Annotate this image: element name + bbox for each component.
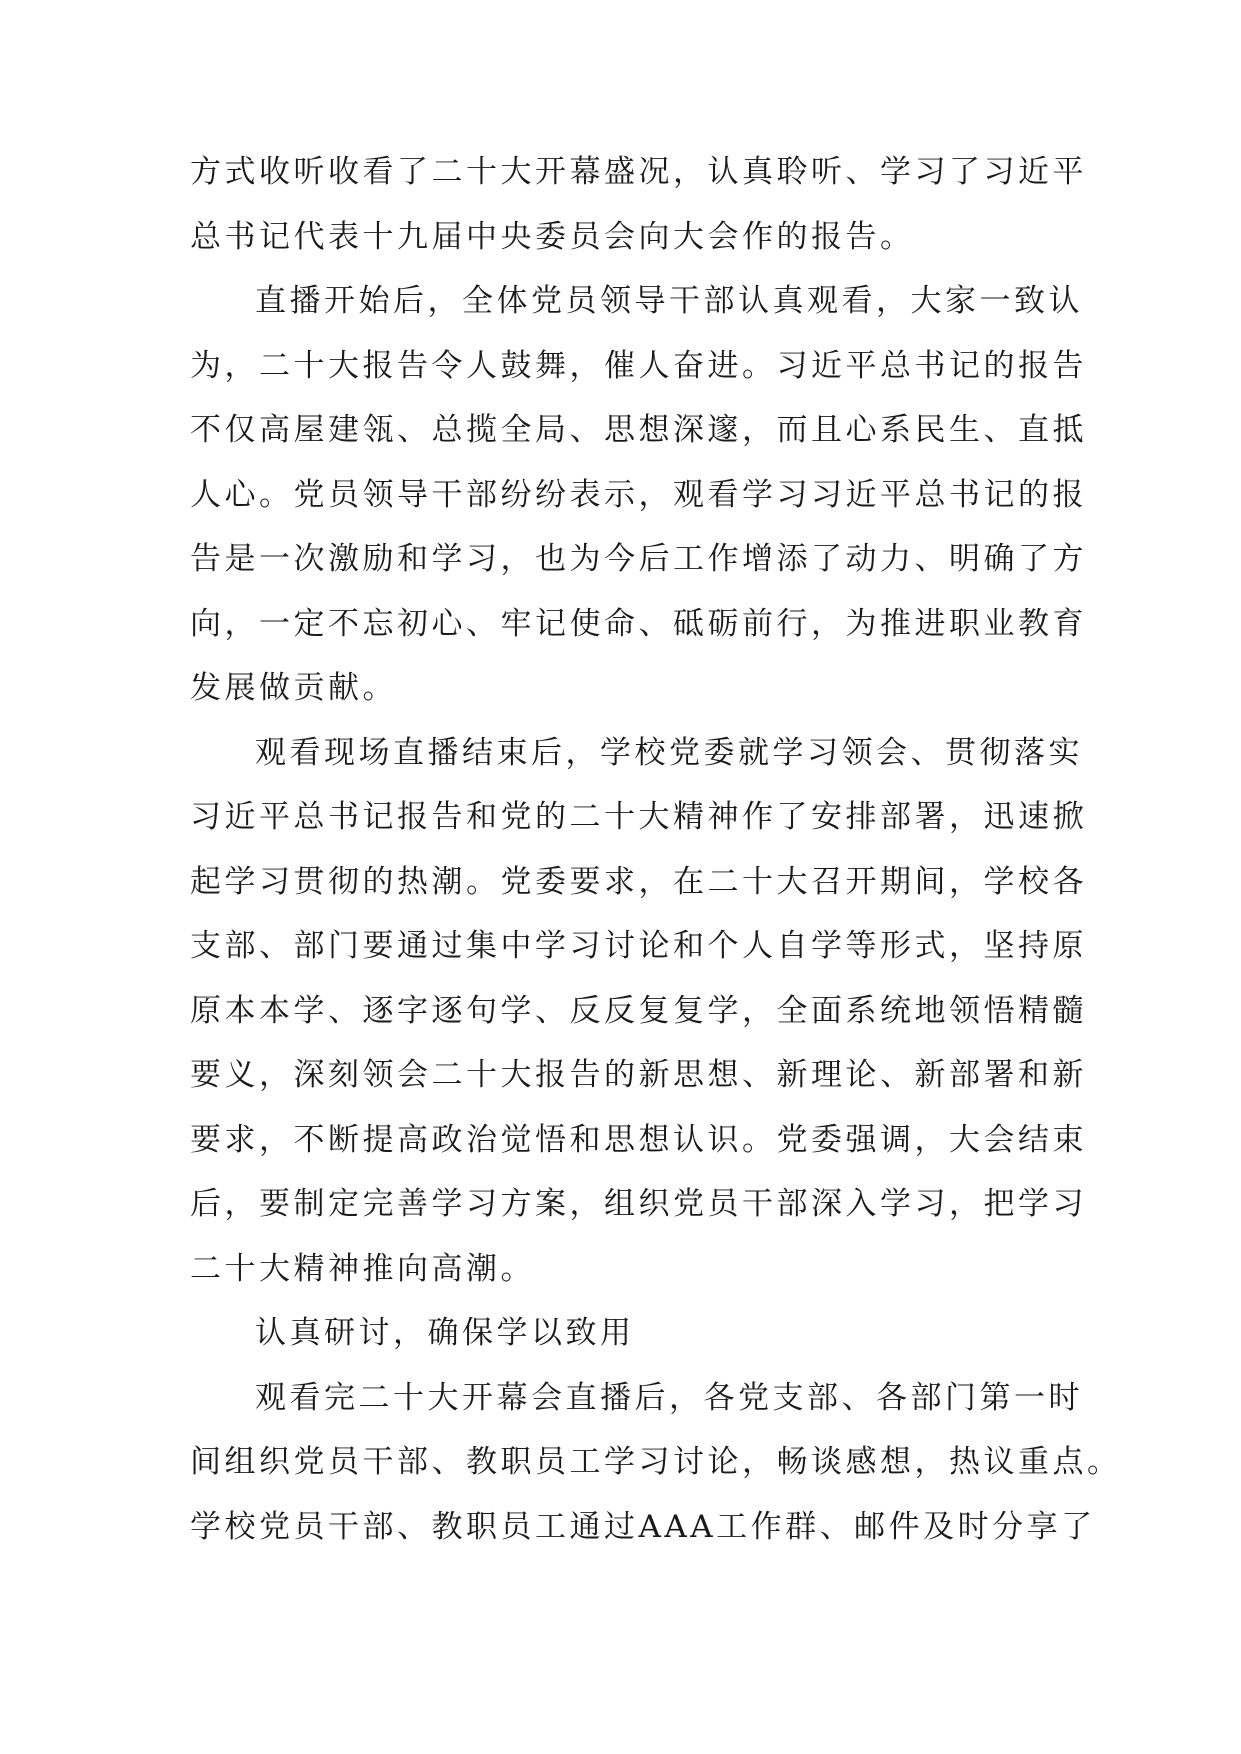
text-line: 认真研讨，确保学以致用 (255, 1315, 635, 1351)
text-line: 习近平总书记报告和党的二十大精神作了安排部署，迅速掀 (190, 799, 1087, 835)
text-line: 直播开始后，全体党员领导干部认真观看，大家一致认 (255, 283, 1083, 319)
text-line: 要义，深刻领会二十大报告的新思想、新理论、新部署和新 (190, 1057, 1087, 1093)
text-line: 要求，不断提高政治觉悟和思想认识。党委强调，大会结束 (190, 1121, 1087, 1158)
section-heading (190, 1301, 1050, 1366)
document-body (190, 140, 1122, 1559)
text-line: 起学习贯彻的热潮。党委要求，在二十大召开期间，学校各 (190, 863, 1087, 900)
paragraph-3 (190, 721, 1087, 1302)
paragraph-2 (190, 269, 1087, 721)
text-line: 支部、部门要通过集中学习讨论和个人自学等形式，坚持原 (190, 928, 1087, 964)
text-line: 人心。党员领导干部纷纷表示，观看学习习近平总书记的报 (190, 476, 1087, 513)
text-line: 观看现场直播结束后，学校党委就学习领会、贯彻落实 (255, 734, 1083, 771)
text-line: 发展做贡献。 (190, 670, 397, 706)
text-line: 后，要制定完善学习方案，组织党员干部深入学习，把学习 (190, 1186, 1087, 1222)
text-line: 间组织党员干部、教职员工学习讨论，畅谈感想，热议重点。 (190, 1444, 1122, 1480)
paragraph-1 (190, 140, 1087, 269)
text-line: 总书记代表十九届中央委员会向大会作的报告。 (190, 218, 915, 255)
paragraph-5 (190, 1366, 1122, 1560)
text-line: 向，一定不忘初心、牢记使命、砥砺前行，为推进职业教育 (190, 605, 1087, 642)
text-line: 二十大精神推向高潮。 (190, 1250, 535, 1287)
text-line: 为，二十大报告令人鼓舞，催人奋进。习近平总书记的报告 (190, 347, 1087, 384)
text-line: 学校党员干部、教职员工通过AAA工作群、邮件及时分享了 (190, 1508, 1096, 1545)
text-line: 不仅高屋建瓴、总揽全局、思想深邃，而且心系民生、直抵 (190, 412, 1087, 448)
text-line: 观看完二十大开幕会直播后，各党支部、各部门第一时 (255, 1379, 1083, 1416)
text-line: 方式收听收看了二十大开幕盛况，认真聆听、学习了习近平 (190, 154, 1087, 190)
text-line: 告是一次激励和学习，也为今后工作增添了动力、明确了方 (190, 541, 1087, 577)
text-line: 原本本学、逐字逐句学、反反复复学，全面系统地领悟精髓 (190, 992, 1087, 1029)
